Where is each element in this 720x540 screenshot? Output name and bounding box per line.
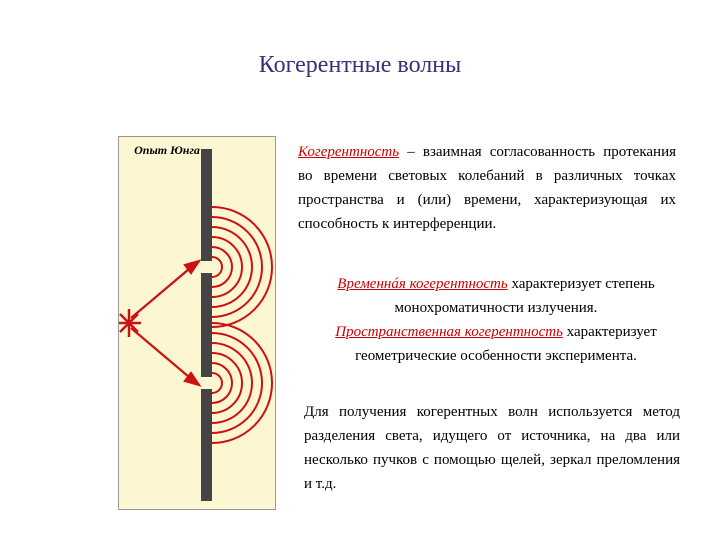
coherence-types bbox=[318, 272, 674, 368]
figure-label: Опыт Юнга bbox=[134, 143, 200, 157]
light-rays bbox=[131, 261, 199, 385]
coherence-definition-text: – взаимная согласованность протекания во времени световых колебаний в различных точках пространства и (или) времени, характеризующая их способность к интерференции. bbox=[298, 144, 676, 232]
temporal-coherence-text: характеризует степень монохроматичности излучения. bbox=[394, 276, 655, 316]
young-experiment-diagram bbox=[119, 137, 277, 511]
page-title: Когерентные волны bbox=[258, 52, 462, 78]
coherent-waves-method: Для получения когерентных волн используется метод разделения света, идущего от источника, на два или несколько пучков с помощью щелей, зеркал преломления и т.д. bbox=[304, 404, 680, 492]
barrier-bottom bbox=[201, 389, 212, 501]
barrier-middle bbox=[201, 273, 212, 377]
barrier-top bbox=[201, 149, 212, 261]
term-coherence: Когерентность bbox=[298, 144, 400, 160]
term-spatial-coherence: Пространственная когерентность bbox=[335, 324, 563, 340]
spatial-coherence-text: характеризует геометрические особенности эксперимента. bbox=[355, 324, 657, 364]
coherence-definition bbox=[298, 140, 676, 236]
term-temporal-coherence: Временнáя когерентность bbox=[337, 276, 508, 292]
young-experiment-figure bbox=[118, 136, 276, 510]
wavefronts-slit-1 bbox=[212, 207, 272, 327]
wavefronts-slit-2 bbox=[212, 323, 272, 443]
